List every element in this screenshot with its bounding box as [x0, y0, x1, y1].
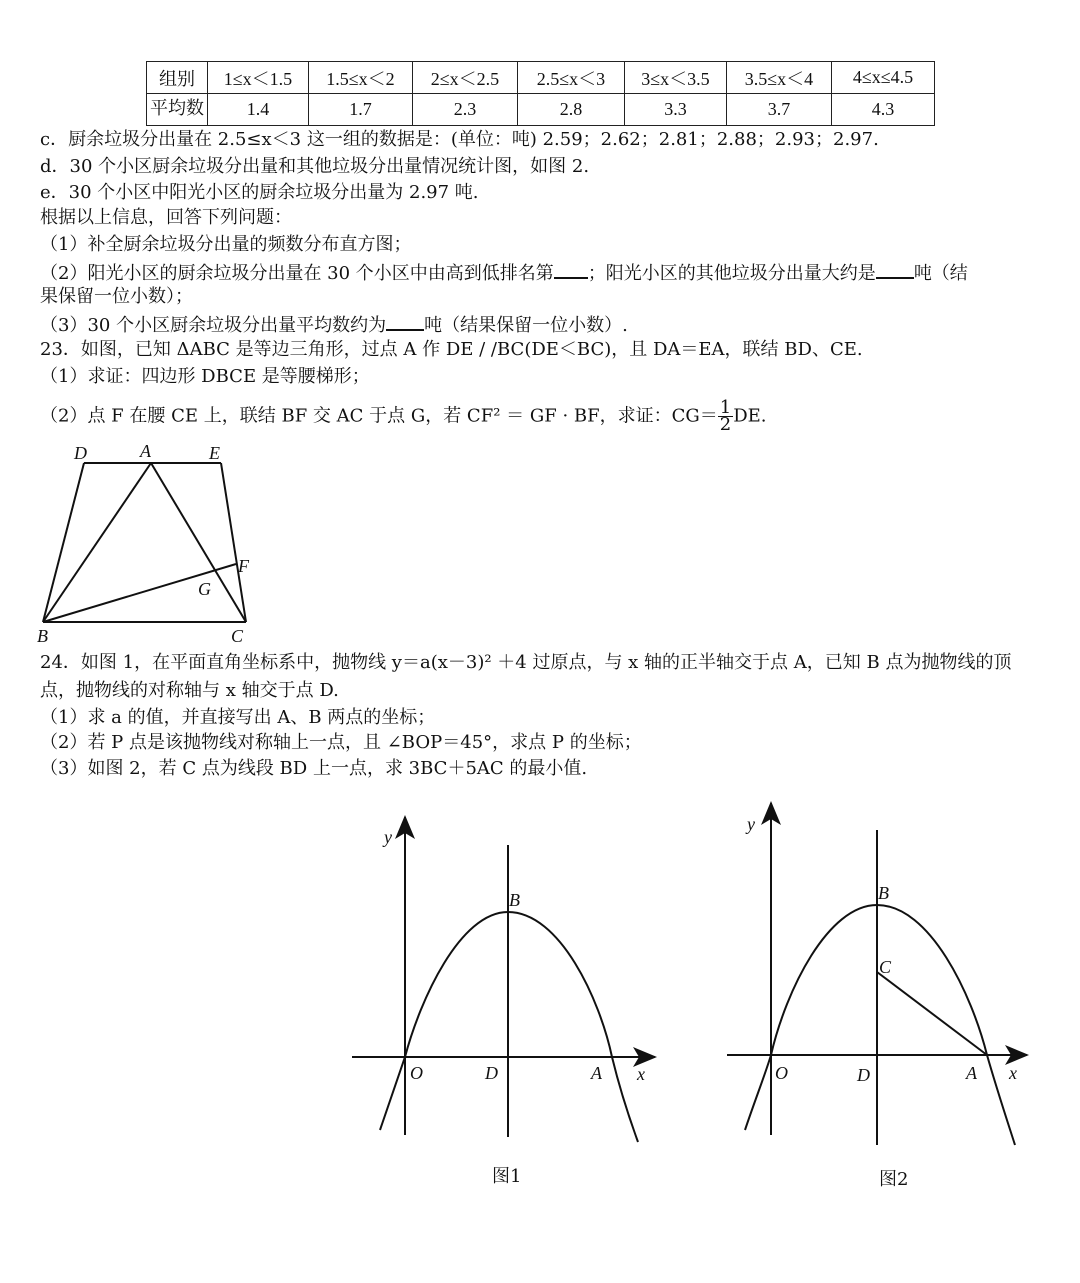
table-cell: 3≤x＜3.5 — [625, 62, 727, 94]
info-d: d．30 个小区厨余垃圾分出量和其他垃圾分出量情况统计图，如图 2. — [40, 156, 590, 177]
table-cell: 4≤x≤4.5 — [832, 62, 935, 94]
fig2-y-label: y — [747, 814, 755, 834]
problem-24-q1: （1）求 a 的值，并直接写出 A、B 两点的坐标； — [40, 707, 436, 728]
fig2-c-label: C — [879, 957, 892, 977]
label-g: G — [198, 579, 211, 599]
table-cell: 2≤x＜2.5 — [413, 62, 518, 94]
row-header-mean: 平均数 — [147, 94, 208, 126]
question-2-continued: 果保留一位小数）； — [40, 286, 193, 307]
parabola-2 — [745, 905, 1015, 1145]
table-cell: 4.3 — [832, 94, 935, 126]
table-cell: 1≤x＜1.5 — [208, 62, 309, 94]
table-cell: 1.5≤x＜2 — [309, 62, 413, 94]
table-cell: 2.8 — [518, 94, 625, 126]
info-c: c．厨余垃圾分出量在 2.5≤x＜3 这一组的数据是：(单位：吨) 2.59；2.62；2.81；2.88；2.93；2.97. — [40, 129, 879, 150]
problem-24-q2: （2）若 P 点是该抛物线对称轴上一点，且 ∠BOP＝45°，求点 P 的坐标； — [40, 732, 642, 753]
table-cell: 3.5≤x＜4 — [727, 62, 832, 94]
fig2-b-label: B — [878, 883, 889, 903]
table-cell: 3.7 — [727, 94, 832, 126]
question-3-text-b: 吨（结果保留一位小数）. — [424, 315, 628, 336]
figure-2-caption: 图2 — [879, 1169, 909, 1190]
label-e: E — [209, 443, 220, 463]
label-c: C — [231, 626, 244, 646]
fig2-x-label: x — [1009, 1063, 1017, 1083]
fig2-a-label: A — [966, 1063, 977, 1083]
segment-ca — [877, 972, 987, 1055]
fig1-a-label: A — [591, 1063, 602, 1083]
label-b: B — [37, 626, 48, 646]
label-a: A — [140, 441, 151, 461]
fig1-y-label: y — [384, 827, 392, 847]
fig1-x-label: x — [637, 1064, 645, 1084]
problem-24-stem-2: 点，抛物线的对称轴与 x 轴交于点 D. — [40, 680, 339, 701]
fig2-o-label: O — [775, 1063, 788, 1083]
fraction-one-half: $\frac{1}{2}$ — [719, 397, 732, 435]
problem-23-q1: （1）求证：四边形 DBCE 是等腰梯形； — [40, 366, 370, 387]
problem-23-stem: 23．如图，已知 ΔABC 是等边三角形，过点 A 作 DE / /BC(DE＜BC)，且 DA＝EA，联结 BD、CE. — [40, 339, 863, 360]
info-intro: 根据以上信息，回答下列问题： — [40, 207, 292, 228]
fig1-d-label: D — [485, 1063, 498, 1083]
figure-1-caption: 图1 — [492, 1166, 522, 1187]
fig2-d-label: D — [857, 1065, 870, 1085]
question-2-text-a: （2）阳光小区的厨余垃圾分出量在 30 个小区中由高到低排名第 — [40, 263, 554, 284]
question-2-text-c: 吨（结 — [913, 263, 968, 284]
problem-24-stem-1: 24．如图 1，在平面直角坐标系中，抛物线 y＝a(x－3)² ＋4 过原点，与 x 轴的正半轴交于点 A，已知 B 点为抛物线的顶 — [40, 652, 1012, 673]
fig1-b-label: B — [509, 890, 520, 910]
table-cell: 3.3 — [625, 94, 727, 126]
info-e: e．30 个小区中阳光小区的厨余垃圾分出量为 2.97 吨. — [40, 182, 479, 203]
problem-24-q3: （3）如图 2，若 C 点为线段 BD 上一点，求 3BC＋5AC 的最小值. — [40, 758, 588, 779]
question-2-text-b: ；阳光小区的其他垃圾分出量大约是 — [587, 263, 876, 284]
table-cell: 2.3 — [413, 94, 518, 126]
row-header-group: 组别 — [147, 62, 208, 94]
problem-23-q2-text: （2）点 F 在腰 CE 上，联结 BF 交 AC 于点 G，若 CF² ＝ GF · BF，求证：CG＝ — [40, 405, 718, 427]
table-cell: 1.4 — [208, 94, 309, 126]
label-f: F — [238, 556, 249, 576]
table-cell: 2.5≤x＜3 — [518, 62, 625, 94]
table-cell: 1.7 — [309, 94, 413, 126]
question-1: （1）补全厨余垃圾分出量的频数分布直方图； — [40, 234, 412, 255]
problem-23-q2-end: DE. — [733, 405, 767, 427]
label-d: D — [74, 443, 87, 463]
question-3-text-a: （3）30 个小区厨余垃圾分出量平均数约为 — [40, 315, 387, 336]
fig1-o-label: O — [410, 1063, 423, 1083]
